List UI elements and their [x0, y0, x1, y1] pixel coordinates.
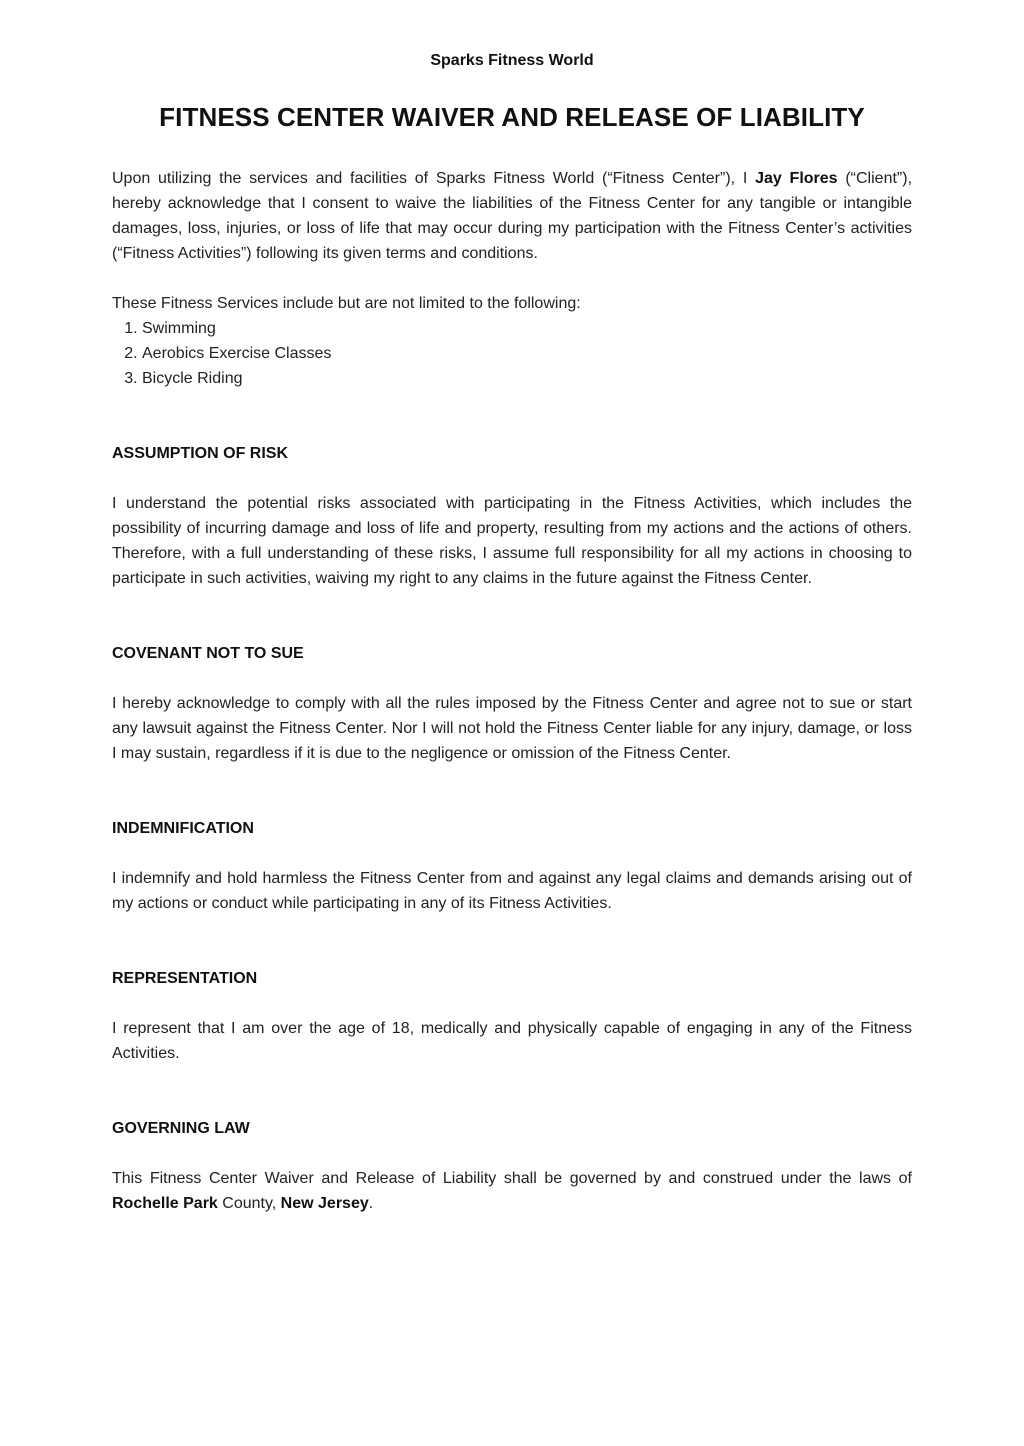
intro-text-end: (“Client”), hereby acknowledge that I consent to waive the liabilities of the Fitness Center for any tangible or intangible damages, loss, injuries, or loss of life that may occur during my participation with the Fitness Center’s activities (“Fitness Activities”) following its given terms and conditions. [112, 170, 913, 262]
services-lead: These Fitness Services include but are not limited to the following: [112, 295, 581, 312]
company-name: Sparks Fitness World [430, 52, 594, 69]
state-name: New Jersey [280, 1195, 369, 1212]
section-text-representation: I represent that I am over the age of 18, medically and physically capable of engaging in any of the Fitness Activities. [112, 1020, 912, 1062]
section-heading-representation: REPRESENTATION [112, 970, 258, 987]
document-body [112, 166, 912, 1216]
section-heading-indemnification: INDEMNIFICATION [112, 820, 254, 837]
section-text-indemnification: I indemnify and hold harmless the Fitness Center from and against any legal claims and demands arising out of my actions or conduct while participating in any of its Fitness Activities. [112, 870, 912, 912]
section-text-covenant: I hereby acknowledge to comply with all the rules imposed by the Fitness Center and agree not to sue or start any lawsuit against the Fitness Center. Nor I will not hold the Fitness Center liable for any injury, damage, or loss I may sustain, regardless if it is due to the negligence or omission of the Fitness Center. [112, 695, 912, 762]
list-item: 3. Bicycle Riding [142, 366, 912, 391]
section-heading-covenant: COVENANT NOT TO SUE [112, 645, 304, 662]
services-list [112, 316, 912, 391]
document-title: FITNESS CENTER WAIVER AND RELEASE OF LIABILITY [159, 102, 865, 132]
section-text-risk: I understand the potential risks associated with participating in the Fitness Activities, which includes the possibility of incurring damage and loss of life and property, resulting from my actions and the actions of others. Therefore, with a full understanding of these risks, I assume full responsibility for all my actions in choosing to participate in such activities, waiving my right to any claims in the future against the Fitness Center. [112, 495, 912, 587]
intro-text-start: Upon utilizing the services and facilities of Sparks Fitness World (“Fitness Center”), I [112, 170, 756, 187]
governing-text-start: This Fitness Center Waiver and Release of Liability shall be governed by and construed under the laws of [112, 1170, 912, 1187]
governing-text-mid: County, [217, 1195, 281, 1212]
client-name: Jay Flores [755, 170, 838, 187]
governing-text-end: . [368, 1195, 374, 1212]
county-name: Rochelle Park [112, 1195, 218, 1212]
section-heading-governing-law: GOVERNING LAW [112, 1120, 250, 1137]
section-heading-risk: ASSUMPTION OF RISK [112, 445, 289, 462]
list-item: 2. Aerobics Exercise Classes [142, 341, 912, 366]
list-item: 1. Swimming [142, 316, 912, 341]
section-text-governing-law [112, 1166, 912, 1216]
intro-paragraph [112, 166, 912, 266]
